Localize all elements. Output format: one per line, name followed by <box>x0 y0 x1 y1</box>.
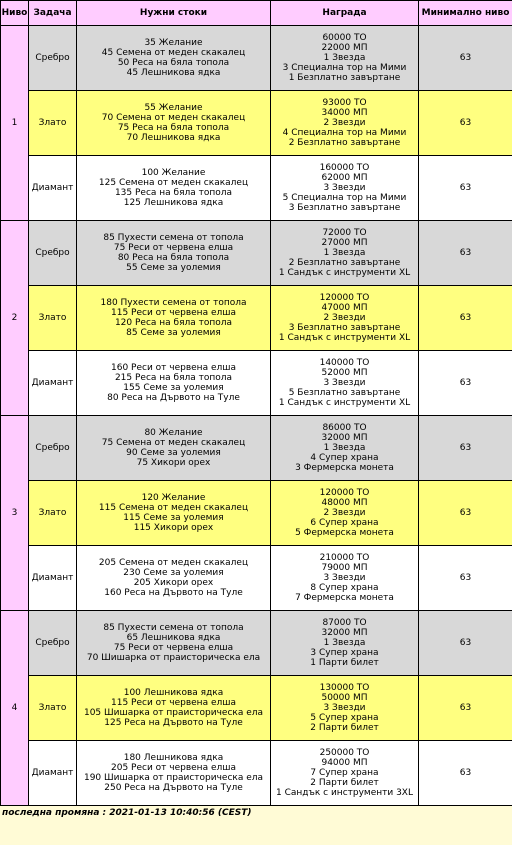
task-cell: Диамант <box>29 546 77 611</box>
header-task: Задача <box>29 1 77 26</box>
reward-item: 3 Специална тор на Мими <box>282 63 407 73</box>
needed-goods-cell <box>77 91 271 156</box>
needed-item: 85 Пухести семена от топола <box>103 623 244 633</box>
reward-item: 2 Парти билет <box>310 723 379 733</box>
table-row <box>1 546 512 611</box>
reward-item: 3 Звезди <box>323 703 366 713</box>
needed-goods-cell <box>77 221 271 286</box>
reward-item: 8 Супер храна <box>310 583 379 593</box>
needed-item: 85 Семе за уолемия <box>126 328 221 338</box>
needed-item: 100 Желание <box>141 168 206 178</box>
table-row <box>1 156 512 221</box>
min-level-cell: 63 <box>419 611 512 676</box>
needed-goods-cell <box>77 351 271 416</box>
min-level-cell: 63 <box>419 26 512 91</box>
needed-item: 205 Хикори орех <box>133 578 214 588</box>
reward-item: 7 Фермерска монета <box>295 593 394 603</box>
reward-item: 130000 ТО <box>319 683 370 693</box>
reward-item: 250000 ТО <box>319 748 370 758</box>
reward-item: 5 Специална тор на Мими <box>282 193 407 203</box>
table-row <box>1 481 512 546</box>
reward-cell <box>271 741 419 806</box>
reward-item: 2 Звезди <box>323 508 366 518</box>
task-cell: Злато <box>29 481 77 546</box>
reward-cell <box>271 26 419 91</box>
header-reward: Награда <box>271 1 419 26</box>
reward-item: 5 Безплатно завъртане <box>288 388 401 398</box>
reward-item: 2 Безплатно завъртане <box>288 258 401 268</box>
reward-item: 1 Звезда <box>323 638 366 648</box>
reward-item: 94000 МП <box>321 758 368 768</box>
needed-item: 75 Семена от меден скакалец <box>101 438 246 448</box>
reward-item: 3 Звезди <box>323 183 366 193</box>
reward-item: 160000 ТО <box>319 163 370 173</box>
table-row <box>1 611 512 676</box>
needed-item: 100 Лешникова ядка <box>123 688 224 698</box>
needed-item: 135 Реса на бяла топола <box>114 188 233 198</box>
task-cell: Сребро <box>29 416 77 481</box>
needed-item: 90 Семе за уолемия <box>126 448 221 458</box>
needed-item: 125 Семена от меден скакалец <box>98 178 249 188</box>
reward-item: 3 Фермерска монета <box>295 463 394 473</box>
reward-cell <box>271 481 419 546</box>
min-level-cell: 63 <box>419 481 512 546</box>
task-cell: Диамант <box>29 741 77 806</box>
reward-item: 1 Сандък с инструменти 3XL <box>276 788 413 798</box>
min-level-cell: 63 <box>419 546 512 611</box>
reward-item: 1 Звезда <box>323 248 366 258</box>
task-cell: Злато <box>29 286 77 351</box>
needed-goods-cell <box>77 156 271 221</box>
reward-item: 79000 МП <box>321 563 368 573</box>
reward-item: 1 Сандък с инструменти XL <box>278 398 411 408</box>
needed-goods-cell <box>77 676 271 741</box>
needed-item: 75 Хикори орех <box>136 458 211 468</box>
reward-item: 1 Сандък с инструменти XL <box>278 268 411 278</box>
min-level-cell: 63 <box>419 416 512 481</box>
table-row <box>1 741 512 806</box>
needed-item: 80 Реса на Дървото на Туле <box>107 393 240 403</box>
header-level: Ниво <box>1 1 29 26</box>
needed-item: 120 Желание <box>141 493 206 503</box>
reward-item: 3 Безплатно завъртане <box>288 323 401 333</box>
reward-item: 86000 ТО <box>322 423 367 433</box>
reward-item: 52000 МП <box>321 368 368 378</box>
needed-item: 80 Желание <box>144 428 203 438</box>
needed-goods-cell <box>77 26 271 91</box>
reward-item: 7 Супер храна <box>310 768 379 778</box>
table-row <box>1 676 512 741</box>
needed-item: 115 Реси от червена елша <box>111 308 236 318</box>
reward-item: 32000 МП <box>321 433 368 443</box>
reward-item: 2 Парти билет <box>310 778 379 788</box>
reward-cell <box>271 221 419 286</box>
table-row <box>1 416 512 481</box>
needed-item: 35 Желание <box>144 38 203 48</box>
header-min-level: Минимално ниво <box>419 1 512 26</box>
needed-goods-cell <box>77 286 271 351</box>
last-modified-footer: последна промяна : 2021-01-13 10:40:56 (CEST) <box>2 808 252 818</box>
reward-item: 47000 МП <box>321 303 368 313</box>
needed-item: 205 Реси от червена елша <box>111 763 236 773</box>
needed-goods-cell <box>77 546 271 611</box>
reward-item: 3 Звезди <box>323 573 366 583</box>
needed-item: 115 Семе за уолемия <box>123 513 224 523</box>
task-cell: Злато <box>29 676 77 741</box>
needed-item: 75 Реси от червена елша <box>113 243 234 253</box>
task-cell: Сребро <box>29 611 77 676</box>
task-cell: Сребро <box>29 221 77 286</box>
level-cell: 3 <box>1 416 29 611</box>
needed-item: 155 Семе за уолемия <box>123 383 224 393</box>
reward-item: 1 Звезда <box>323 53 366 63</box>
needed-item: 250 Реса на Дървото на Туле <box>104 783 243 793</box>
task-cell: Диамант <box>29 351 77 416</box>
needed-goods-cell <box>77 416 271 481</box>
min-level-cell: 63 <box>419 221 512 286</box>
reward-item: 5 Супер храна <box>310 713 379 723</box>
task-cell: Диамант <box>29 156 77 221</box>
reward-item: 1 Сандък с инструменти XL <box>278 333 411 343</box>
reward-item: 50000 МП <box>321 693 368 703</box>
table-body <box>1 26 512 806</box>
needed-item: 50 Реса на бяла топола <box>117 58 230 68</box>
reward-item: 32000 МП <box>321 628 368 638</box>
reward-item: 93000 ТО <box>322 98 367 108</box>
reward-item: 2 Звезди <box>323 313 366 323</box>
reward-item: 87000 ТО <box>322 618 367 628</box>
reward-item: 1 Парти билет <box>310 658 379 668</box>
needed-item: 125 Реса на Дървото на Туле <box>104 718 243 728</box>
needed-item: 45 Лешникова ядка <box>126 68 221 78</box>
reward-cell <box>271 546 419 611</box>
needed-item: 180 Пухести семена от топола <box>100 298 247 308</box>
table-row <box>1 91 512 156</box>
table-row <box>1 286 512 351</box>
needed-goods-cell <box>77 481 271 546</box>
needed-item: 125 Лешникова ядка <box>123 198 224 208</box>
needed-item: 80 Реса на бяла топола <box>117 253 230 263</box>
reward-cell <box>271 351 419 416</box>
reward-item: 2 Безплатно завъртане <box>288 138 401 148</box>
reward-item: 210000 ТО <box>319 553 370 563</box>
reward-cell <box>271 611 419 676</box>
reward-item: 3 Супер храна <box>310 648 379 658</box>
reward-item: 6 Супер храна <box>310 518 379 528</box>
needed-item: 160 Реса на Дървото на Туле <box>104 588 243 598</box>
needed-item: 190 Шишарка от праисторическа ела <box>83 773 264 783</box>
needed-item: 215 Реса на бяла топола <box>114 373 233 383</box>
reward-item: 62000 МП <box>321 173 368 183</box>
reward-item: 140000 ТО <box>319 358 370 368</box>
needed-item: 230 Семе за уолемия <box>123 568 224 578</box>
reward-item: 27000 МП <box>321 238 368 248</box>
needed-item: 160 Реси от червена елша <box>111 363 236 373</box>
reward-item: 72000 ТО <box>322 228 367 238</box>
reward-item: 120000 ТО <box>319 293 370 303</box>
needed-item: 115 Хикори орех <box>133 523 214 533</box>
level-cell: 1 <box>1 26 29 221</box>
needed-goods-cell <box>77 611 271 676</box>
task-cell: Сребро <box>29 26 77 91</box>
reward-cell <box>271 91 419 156</box>
reward-item: 22000 МП <box>321 43 368 53</box>
min-level-cell: 63 <box>419 156 512 221</box>
needed-item: 70 Семена от меден скакалец <box>101 113 246 123</box>
reward-item: 34000 МП <box>321 108 368 118</box>
header-needed: Нужни стоки <box>77 1 271 26</box>
needed-item: 105 Шишарка от праисторическа ела <box>83 708 264 718</box>
reward-item: 3 Звезди <box>323 378 366 388</box>
reward-cell <box>271 676 419 741</box>
level-cell: 4 <box>1 611 29 806</box>
level-cell: 2 <box>1 221 29 416</box>
reward-item: 5 Фермерска монета <box>295 528 394 538</box>
needed-item: 55 Семе за уолемия <box>126 263 221 273</box>
needed-item: 70 Лешникова ядка <box>126 133 221 143</box>
needed-item: 115 Семена от меден скакалец <box>98 503 249 513</box>
task-cell: Злато <box>29 91 77 156</box>
needed-item: 45 Семена от меден скакалец <box>101 48 246 58</box>
needed-item: 70 Шишарка от праисторическа ела <box>86 653 261 663</box>
reward-item: 3 Безплатно завъртане <box>288 203 401 213</box>
reward-item: 1 Безплатно завъртане <box>288 73 401 83</box>
table-row <box>1 351 512 416</box>
needed-item: 115 Реси от червена елша <box>111 698 236 708</box>
reward-item: 1 Звезда <box>323 443 366 453</box>
min-level-cell: 63 <box>419 351 512 416</box>
needed-item: 205 Семена от меден скакалец <box>98 558 249 568</box>
needed-item: 75 Реси от червена елша <box>113 643 234 653</box>
reward-item: 48000 МП <box>321 498 368 508</box>
needed-item: 75 Реса на бяла топола <box>117 123 230 133</box>
reward-item: 60000 ТО <box>322 33 367 43</box>
needed-item: 120 Реса на бяла топола <box>114 318 233 328</box>
needed-item: 180 Лешникова ядка <box>123 753 224 763</box>
reward-item: 2 Звезди <box>323 118 366 128</box>
needed-item: 55 Желание <box>144 103 203 113</box>
min-level-cell: 63 <box>419 676 512 741</box>
reward-cell <box>271 286 419 351</box>
min-level-cell: 63 <box>419 741 512 806</box>
min-level-cell: 63 <box>419 286 512 351</box>
needed-goods-cell <box>77 741 271 806</box>
reward-item: 4 Специална тор на Мими <box>282 128 407 138</box>
min-level-cell: 63 <box>419 91 512 156</box>
table-row <box>1 221 512 286</box>
reward-item: 4 Супер храна <box>310 453 379 463</box>
reward-cell <box>271 416 419 481</box>
needed-item: 65 Лешникова ядка <box>126 633 221 643</box>
needed-item: 85 Пухести семена от топола <box>103 233 244 243</box>
header-row <box>1 1 512 26</box>
reward-item: 120000 ТО <box>319 488 370 498</box>
reward-cell <box>271 156 419 221</box>
table-row <box>1 26 512 91</box>
